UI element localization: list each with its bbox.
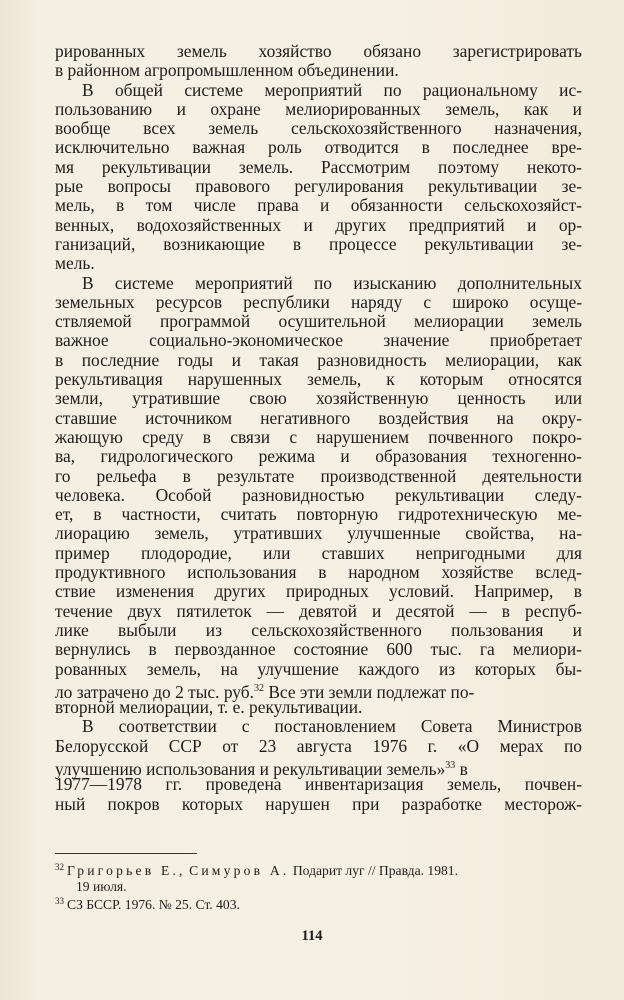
footnote-ref-32: 32 <box>253 682 264 694</box>
text-line: Белорусской ССР от 23 августа 1976 г. «О мерах по <box>55 735 582 756</box>
text-line: мель. <box>55 253 95 274</box>
text-line: лиорацию земель, утративших улучшенные свойства, на- <box>55 523 582 544</box>
text-line: жающую среду в связи с нарушением почвенного покро- <box>55 426 582 447</box>
text-line: ный покров которых нарушен при разработке месторож- <box>55 793 582 814</box>
footnote-32-continuation: 19 июля. <box>76 878 127 894</box>
text-line: в последние годы и такая разновидность мелиорации, как <box>55 349 582 370</box>
paragraph-start: В общей системе мероприятий по рациональному ис- <box>82 79 582 100</box>
footnote-ref-33: 33 <box>445 759 456 771</box>
footnote-32 <box>55 860 582 879</box>
text-line: ствляемой программой осушительной мелиорации земель <box>55 311 582 332</box>
text-line: мя рекультивации земель. Рассмотрим поэтому некото- <box>55 156 582 177</box>
text-line: пример плодородие, или ставших непригодными для <box>55 542 582 563</box>
footnote-33 <box>55 894 582 913</box>
text-line: рые вопросы правового регулирования рекультивации зе- <box>55 176 582 197</box>
text-line: вообще всех земель сельскохозяйственного назначения, <box>55 118 582 139</box>
text-line: рекультивация нарушенных земель, к которым относятся <box>55 369 582 390</box>
text-line: течение двух пятилеток — девятой и десятой — в респуб- <box>55 600 582 621</box>
text-line: мель, в том числе права и обязанности сельскохозяйст- <box>55 195 582 216</box>
paragraph-start: В системе мероприятий по изысканию дополнительных <box>82 272 582 293</box>
text-line: ганизаций, возникающие в процессе рекультивации зе- <box>55 233 582 254</box>
text-line: исключительно важная роль отводится в последнее вре- <box>55 137 582 158</box>
text-line: вторной мелиорации, т. е. рекультивации. <box>55 697 363 718</box>
text-line: ва, гидрологического режима и образования техногенно- <box>55 446 582 467</box>
text-line: рированных земель хозяйство обязано зарегистрировать <box>55 41 582 61</box>
text-line: лике выбыли из сельскохозяйственного пользования и <box>55 619 582 640</box>
text-line: улучшению использования и рекультивации земель»$^{33}$ в <box>55 758 468 779</box>
text-line: человека. Особой разновидностью рекультивации следу- <box>55 484 582 505</box>
paragraph-start: В соответствии с постановлением Совета Министров <box>82 716 582 737</box>
text-line: рованных земель, на улучшение каждого из которых бы- <box>55 658 582 679</box>
footnote-author: Григорьев Е., <box>67 863 186 878</box>
text-line: пользованию и охране мелиорированных земель, как и <box>55 98 582 119</box>
footnote-number: 33 <box>55 896 64 906</box>
text-line: го рельефа в результате производственной деятельности <box>55 465 582 486</box>
text-line: ло затрачено до 2 тыс. руб.$^{32}$ Все эти земли подлежат по- <box>55 681 475 702</box>
text-line: земли, утратившие свою хозяйственную ценность или <box>55 388 582 409</box>
text-line: в районном агропромышленном объединении. <box>55 60 399 81</box>
footnote-divider <box>55 853 197 854</box>
text-line: вернулись в первозданное состояние 600 тыс. га мелиори- <box>55 639 582 660</box>
text-line: ставшие источником негативного воздействия на окру- <box>55 407 582 428</box>
text-line: ет, в частности, считать повторную гидротехническую ме- <box>55 504 582 525</box>
footnote-text: СЗ БССР. 1976. № 25. Ст. 403. <box>67 897 240 912</box>
footnote-author: Симуров А. <box>189 863 290 878</box>
page-number: 114 <box>301 928 323 944</box>
text-line: ствие изменения других природных условий. Например, в <box>55 581 582 602</box>
footnote-number: 32 <box>55 862 64 872</box>
text-line: земельных ресурсов республики наряду с широко осуще- <box>55 291 582 312</box>
footnotes <box>55 860 582 913</box>
footnote-text: Подарит луг // Правда. 1981. <box>292 863 458 878</box>
text-line: важное социально-экономическое значение приобретает <box>55 330 582 351</box>
main-text <box>55 42 582 814</box>
text-line: 1977—1978 гг. проведена инвентаризация земель, почвен- <box>55 774 582 795</box>
text-line: венных, водохозяйственных и других предприятий и ор- <box>55 214 582 235</box>
text-line: продуктивного использования в народном хозяйстве вслед- <box>55 562 582 583</box>
